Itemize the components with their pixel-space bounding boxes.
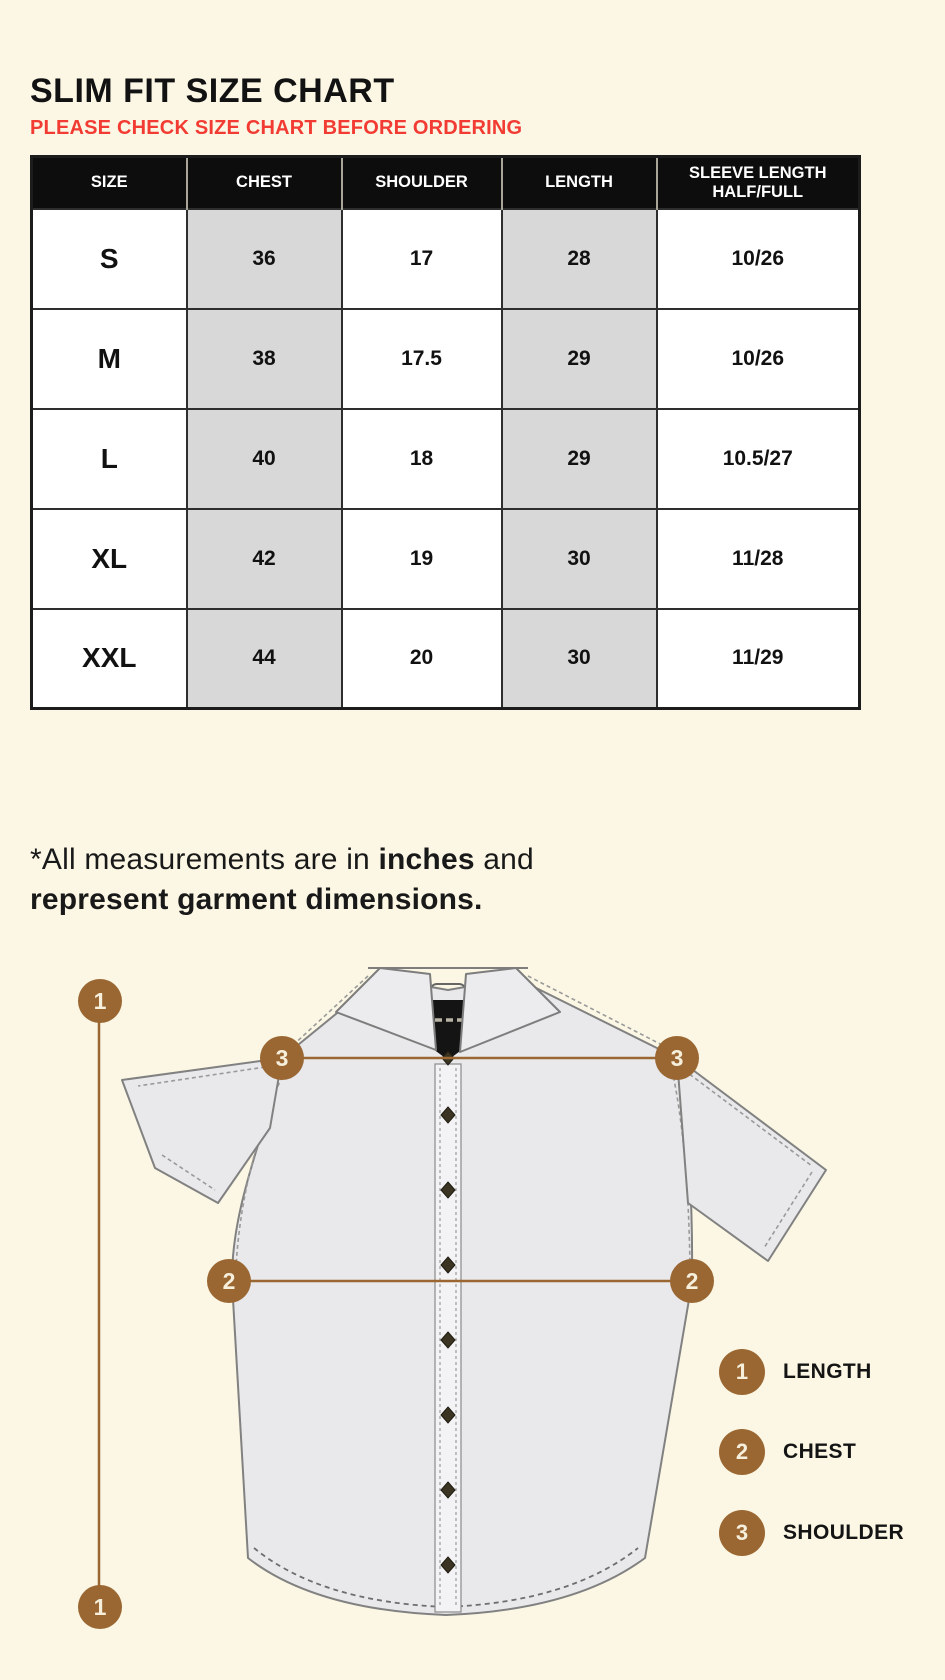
legend-item-shoulder bbox=[719, 1510, 904, 1556]
chest-marker-right: 2 bbox=[670, 1259, 714, 1303]
warning-text: PLEASE CHECK SIZE CHART BEFORE ORDERING bbox=[30, 117, 523, 139]
chest-marker-left: 2 bbox=[207, 1259, 251, 1303]
cell-sleeve: 11/28 bbox=[657, 509, 860, 609]
cell-chest: 44 bbox=[187, 609, 342, 709]
cell-chest: 36 bbox=[187, 209, 342, 309]
cell-shoulder: 17 bbox=[342, 209, 502, 309]
cell-sleeve: 10.5/27 bbox=[657, 409, 860, 509]
cell-chest: 40 bbox=[187, 409, 342, 509]
cell-shoulder: 20 bbox=[342, 609, 502, 709]
cell-size: S bbox=[32, 209, 187, 309]
col-header-chest: CHEST bbox=[187, 157, 342, 209]
cell-length: 30 bbox=[502, 609, 657, 709]
legend-dot-length: 1 bbox=[719, 1349, 765, 1395]
col-header-length: LENGTH bbox=[502, 157, 657, 209]
legend-item-length bbox=[719, 1349, 872, 1395]
col-header-sleeve: SLEEVE LENGTH HALF/FULL bbox=[657, 157, 860, 209]
legend-label-length: LENGTH bbox=[783, 1360, 872, 1383]
cell-shoulder: 17.5 bbox=[342, 309, 502, 409]
legend-dot-shoulder: 3 bbox=[719, 1510, 765, 1556]
legend-label-chest: CHEST bbox=[783, 1440, 857, 1463]
cell-sleeve: 10/26 bbox=[657, 309, 860, 409]
shirt-body bbox=[232, 978, 692, 1615]
note-inches: inches bbox=[378, 843, 475, 876]
cell-chest: 42 bbox=[187, 509, 342, 609]
cell-length: 30 bbox=[502, 509, 657, 609]
legend-label-shoulder: SHOULDER bbox=[783, 1521, 905, 1544]
cell-length: 29 bbox=[502, 409, 657, 509]
note-text: *All measurements are in bbox=[30, 843, 379, 876]
col-header-size: SIZE bbox=[32, 157, 187, 209]
shirt-right-sleeve bbox=[677, 1058, 826, 1261]
shoulder-marker-left: 3 bbox=[260, 1036, 304, 1080]
cell-sleeve: 10/26 bbox=[657, 209, 860, 309]
cell-chest: 38 bbox=[187, 309, 342, 409]
shoulder-marker-right: 3 bbox=[655, 1036, 699, 1080]
cell-size: XL bbox=[32, 509, 187, 609]
note-and: and bbox=[474, 843, 534, 876]
legend-dot-chest: 2 bbox=[719, 1429, 765, 1475]
length-marker-bottom: 1 bbox=[78, 1585, 122, 1629]
cell-size: M bbox=[32, 309, 187, 409]
length-marker-top: 1 bbox=[78, 979, 122, 1023]
page-title: SLIM FIT SIZE CHART bbox=[30, 72, 395, 110]
cell-length: 29 bbox=[502, 309, 657, 409]
legend-item-chest bbox=[719, 1429, 856, 1475]
note-line2: represent garment dimensions. bbox=[30, 883, 483, 916]
cell-shoulder: 18 bbox=[342, 409, 502, 509]
col-header-shoulder: SHOULDER bbox=[342, 157, 502, 209]
cell-shoulder: 19 bbox=[342, 509, 502, 609]
cell-size: XXL bbox=[32, 609, 187, 709]
cell-sleeve: 11/29 bbox=[657, 609, 860, 709]
cell-length: 28 bbox=[502, 209, 657, 309]
cell-size: L bbox=[32, 409, 187, 509]
